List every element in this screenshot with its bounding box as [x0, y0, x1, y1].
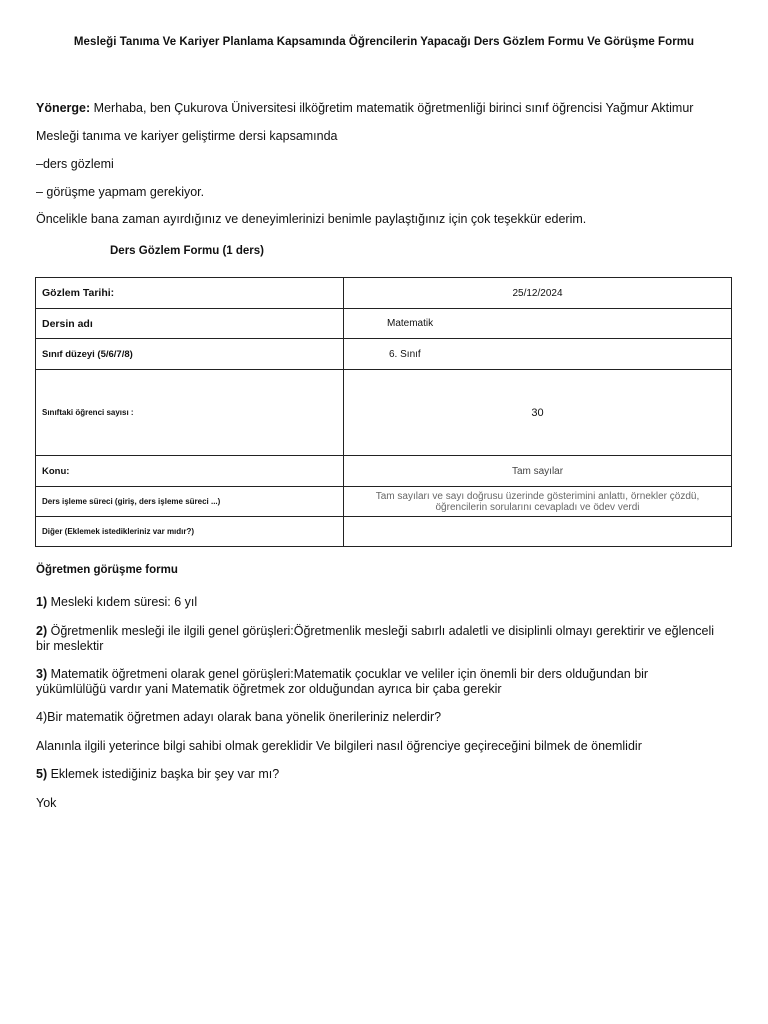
- grade-level-value: 6. Sınıf: [344, 339, 732, 370]
- interview-question-5: [36, 767, 736, 782]
- question-text: Matematik öğretmeni olarak genel görüşleri:Matematik çocuklar ve veliler için önemli bir ders olduğundan bir yükümlülüğü vardır yani Matematik öğretmek zor olduğundan ayrıca bir çaba gerekir: [36, 667, 649, 696]
- instruction-line-2: Mesleği tanıma ve kariyer geliştirme dersi kapsamında: [36, 129, 338, 143]
- table-row: [36, 456, 732, 487]
- table-row: [36, 487, 732, 517]
- row-label-topic: Konu:: [36, 456, 344, 487]
- interview-answer-5: Yok: [36, 796, 57, 810]
- question-text: Mesleki kıdem süresi: 6 yıl: [47, 595, 198, 609]
- row-label-other: Diğer (Eklemek istedikleriniz var mıdır?): [36, 517, 344, 547]
- row-label-student-count: Sınıftaki öğrenci sayısı :: [36, 370, 344, 456]
- interview-question-4: 4)Bir matematik öğretmen adayı olarak bana yönelik önerileriniz nelerdir?: [36, 710, 442, 724]
- instruction-label: Yönerge:: [36, 101, 91, 115]
- observation-form-heading: Ders Gözlem Formu (1 ders): [110, 245, 265, 257]
- interview-question-3: [36, 667, 701, 697]
- row-label-lesson-process: Ders işleme süreci (giriş, ders işleme süreci ...): [36, 487, 344, 517]
- question-number: 5): [36, 767, 48, 781]
- topic-value: Tam sayılar: [344, 456, 732, 487]
- row-label-grade-level: Sınıf düzeyi (5/6/7/8): [36, 339, 344, 370]
- interview-question-2: [36, 624, 716, 654]
- instruction-paragraph: [36, 101, 736, 116]
- question-number: 2): [36, 624, 48, 638]
- instruction-line-1: Merhaba, ben Çukurova Üniversitesi ilköğretim matematik öğretmenliği birinci sınıf öğrencisi Yağmur Aktimur: [93, 101, 694, 115]
- row-label-observation-date: Gözlem Tarihi:: [36, 278, 344, 309]
- question-number: 3): [36, 667, 48, 681]
- question-number: 1): [36, 595, 48, 609]
- interview-form-heading: Öğretmen görüşme formu: [36, 564, 178, 576]
- instruction-line-4: – görüşme yapmam gerekiyor.: [36, 185, 205, 199]
- table-row: [36, 370, 732, 456]
- interview-question-1: [36, 595, 736, 610]
- instruction-line-3: –ders gözlemi: [36, 157, 114, 171]
- document-title: Mesleği Tanıma Ve Kariyer Planlama Kapsamında Öğrencilerin Yapacağı Ders Gözlem Formu Ve Görüşme Formu: [73, 36, 695, 48]
- row-label-course-name: Dersin adı: [36, 309, 344, 339]
- question-text: Eklemek istediğiniz başka bir şey var mı?: [47, 767, 280, 781]
- question-text: Öğretmenlik mesleği ile ilgili genel görüşleri:Öğretmenlik mesleği sabırlı adaletli ve disiplinli olmayı gerektirir ve eğlenceli bir meslektir: [36, 624, 715, 653]
- course-name-value: Matematik: [344, 309, 732, 339]
- table-row: [36, 517, 732, 547]
- instruction-line-5: Öncelikle bana zaman ayırdığınız ve deneyimlerinizi benimle paylaştığınız için çok teşekkür ederim.: [36, 212, 587, 226]
- table-row: [36, 339, 732, 370]
- student-count-value: 30: [344, 370, 732, 456]
- observation-date-value: 25/12/2024: [344, 278, 732, 309]
- interview-answer-4: Alanınla ilgili yeterince bilgi sahibi olmak gereklidir Ve bilgileri nasıl öğrenciye geçireceğini bilmek de önemlidir: [36, 739, 642, 753]
- table-row: [36, 278, 732, 309]
- table-row: [36, 309, 732, 339]
- observation-form-table: [35, 277, 732, 547]
- lesson-process-value: Tam sayıları ve sayı doğrusu üzerinde gösterimini anlattı, örnekler çözdü, öğrencilerin sorularını cevapladı ve ödev verdi: [344, 487, 732, 517]
- other-value: [344, 517, 732, 547]
